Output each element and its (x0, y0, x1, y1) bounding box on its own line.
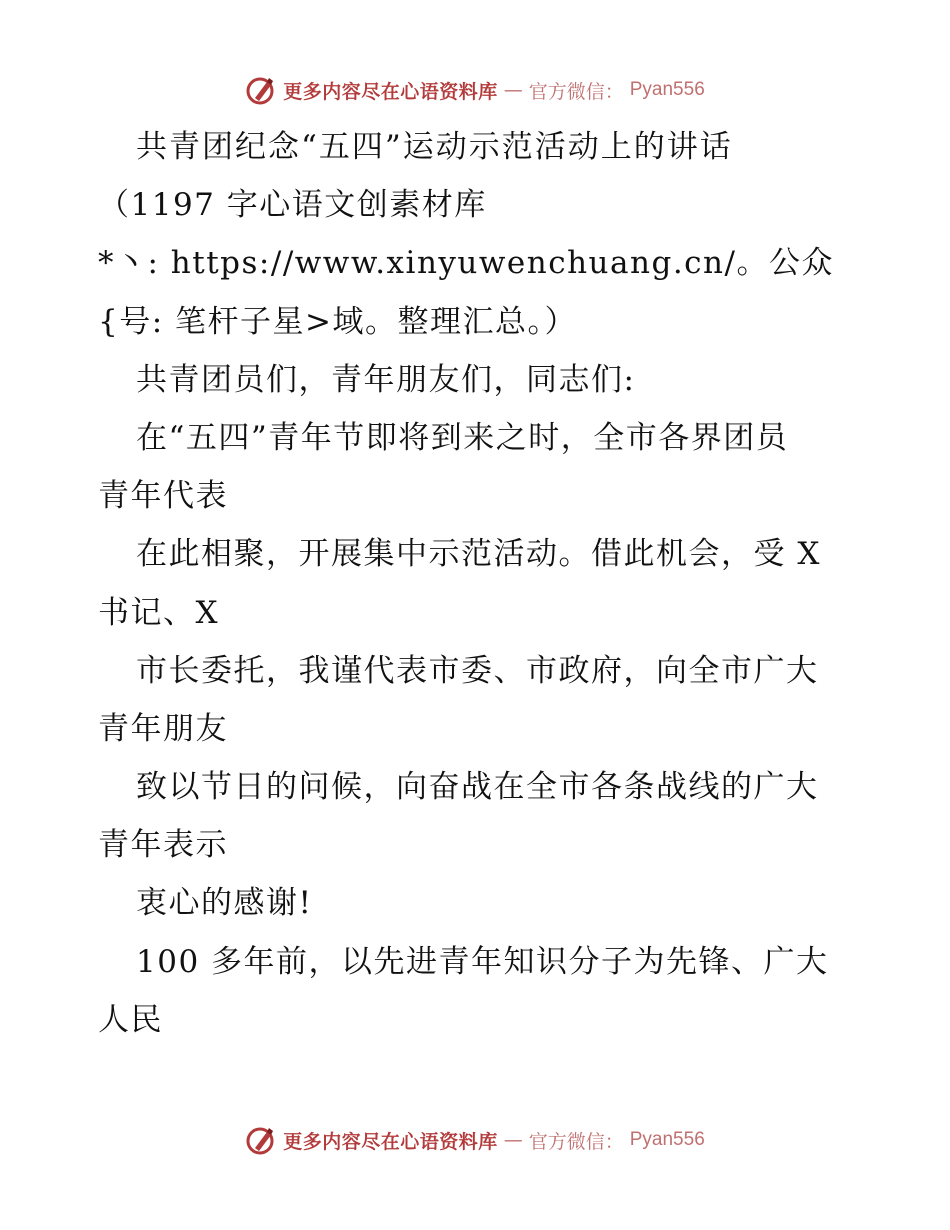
paragraph-line: 100 多年前，以先进青年知识分子为先锋、广大 (136, 943, 829, 980)
source-account-line: {号: 笔杆子星>域。整理汇总。） (98, 303, 577, 340)
watermark-footer (0, 1120, 950, 1160)
paragraph-line: 青年代表 (98, 478, 228, 515)
watermark-label: 官方微信： (528, 80, 624, 103)
red-pen-circle-icon (245, 74, 277, 106)
watermark-separator: — (503, 1129, 523, 1151)
greeting-line: 共青团员们，青年朋友们，同志们: (136, 361, 636, 398)
watermark-text: 更多内容尽在心语资料库 (283, 80, 498, 103)
red-pen-circle-icon (245, 1124, 277, 1156)
document-body (98, 118, 858, 1049)
watermark-header (0, 70, 950, 110)
watermark-wechat-id: Pyan556 (629, 1129, 705, 1150)
paragraph-line: 市长委托，我谨代表市委、市政府，向全市广大 (136, 652, 819, 689)
paragraph-line: 在此相聚，开展集中示范活动。借此机会，受 X (136, 536, 821, 573)
watermark-separator: — (503, 79, 523, 101)
paragraph-line: 人民 (98, 1001, 163, 1038)
paragraph-line: 致以节日的问候，向奋战在全市各条战线的广大 (136, 769, 819, 806)
source-url-line: *丶: https://www.xinyuwenchuang.cn/。公众 (98, 245, 834, 282)
watermark-wechat-id: Pyan556 (629, 79, 705, 100)
watermark-text: 更多内容尽在心语资料库 (283, 1130, 498, 1153)
paragraph-line: 在“五四”青年节即将到来之时，全市各界团员 (136, 419, 789, 456)
paragraph-line: 书记、X (98, 594, 220, 631)
document-title: 共青团纪念“五四”运动示范活动上的讲话 (136, 129, 733, 165)
paragraph-line: 青年朋友 (98, 710, 228, 747)
source-note-line: （1197 字心语文创素材库 (98, 187, 487, 224)
paragraph-line: 青年表示 (98, 827, 228, 864)
paragraph-line: 衷心的感谢! (136, 885, 313, 922)
watermark-label: 官方微信： (528, 1130, 624, 1153)
